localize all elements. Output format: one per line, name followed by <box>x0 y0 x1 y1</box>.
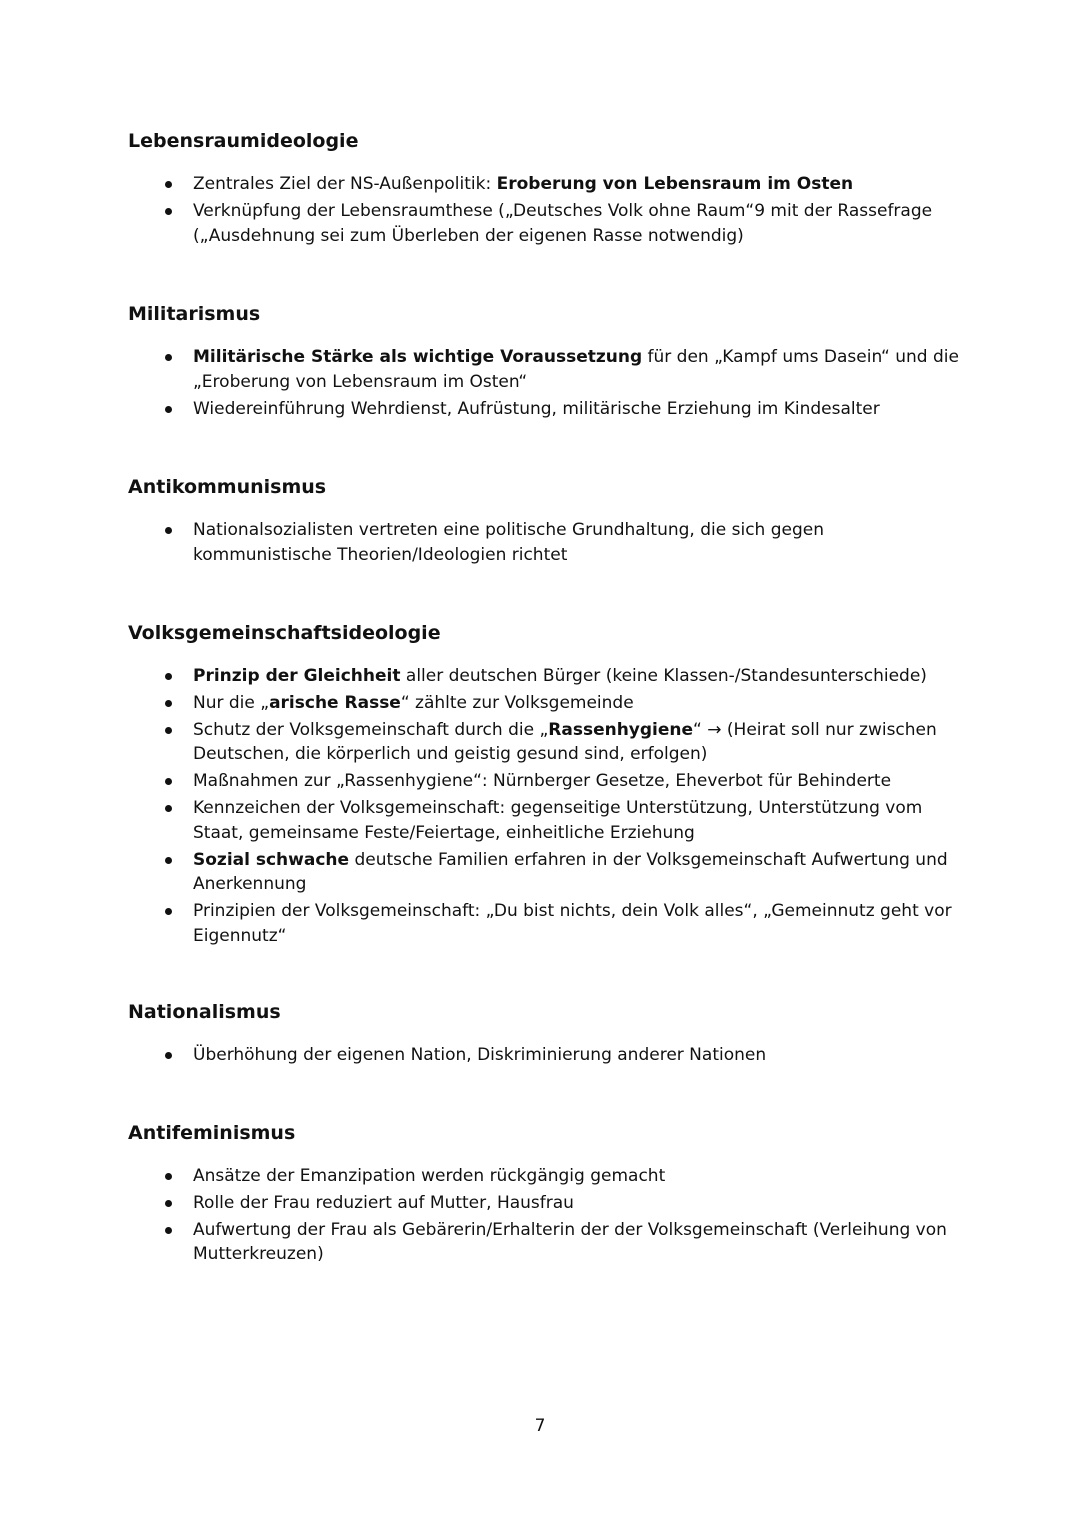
list-item <box>128 172 968 197</box>
bullet-list <box>128 1043 968 1068</box>
section-volksgemeinschaftsideologie <box>128 621 968 951</box>
bold-text: Prinzip der Gleichheit <box>193 666 401 686</box>
bullet-list <box>128 345 968 421</box>
text: Nur die „ <box>193 692 270 713</box>
section-heading: Lebensraumideologie <box>128 130 359 152</box>
section-antikommunismus <box>128 475 968 570</box>
list-item <box>128 664 968 689</box>
section-lebensraumideologie <box>128 129 968 250</box>
list-item <box>128 1218 968 1268</box>
section-heading: Nationalismus <box>128 1001 281 1023</box>
section-heading: Militarismus <box>128 303 261 325</box>
text: Schutz der Volksgemeinschaft durch die „ <box>193 719 549 740</box>
bold-text: Militärische Stärke als wichtige Voraussetzung <box>193 347 643 367</box>
list-item <box>128 397 968 422</box>
text: Zentrales Ziel der NS-Außenpolitik: <box>193 174 497 194</box>
section-nationalismus <box>128 1000 968 1070</box>
text: Prinzipien der Volksgemeinschaft: „Du bist nichts, dein Volk alles“, „Gemeinnutz geht vor Eigennutz“ <box>193 901 952 946</box>
bold-text: Sozial schwache <box>193 849 350 870</box>
text: Nationalsozialisten vertreten eine politische Grundhaltung, die sich gegen kommunistische Theorien/Ideologien richtet <box>193 520 824 565</box>
text: Maßnahmen zur „Rassenhygiene“: Nürnberger Gesetze, Eheverbot für Behinderte <box>193 771 892 792</box>
list-item <box>128 796 968 846</box>
list-item <box>128 199 968 249</box>
bold-text: Eroberung von Lebensraum im Osten <box>496 174 854 194</box>
text: “ → (Heirat soll nur zwischen Deutschen, die körperlich und geistig gesund sind, erfolgen) <box>193 719 937 765</box>
list-item <box>128 1191 968 1216</box>
bullet-list <box>128 518 968 568</box>
text: Rolle der Frau reduziert auf Mutter, Hausfrau <box>193 1192 574 1213</box>
list-item <box>128 345 968 395</box>
section-heading: Antifeminismus <box>128 1122 296 1144</box>
list-item <box>128 691 968 716</box>
page-number: 7 <box>534 1416 546 1436</box>
list-item <box>128 1164 968 1189</box>
bullet-list <box>128 172 968 248</box>
text: Kennzeichen der Volksgemeinschaft: gegenseitige Unterstützung, Unterstützung vom Staat, gemeinsame Feste/Feiertage, einheitliche Erziehung <box>193 797 923 843</box>
list-item <box>128 718 968 768</box>
section-heading: Antikommunismus <box>128 476 327 498</box>
text: für den „Kampf ums Dasein“ und die „Eroberung von Lebensraum im Osten“ <box>193 347 959 392</box>
list-item <box>128 518 968 568</box>
list-item <box>128 848 968 898</box>
text: “ zählte zur Volksgemeinde <box>400 692 634 713</box>
section-militarismus <box>128 302 968 423</box>
list-item <box>128 899 968 949</box>
text: Verknüpfung der Lebensraumthese („Deutsches Volk ohne Raum“9 mit der Rassefrage („Ausdehnung sei zum Überleben der eigenen Rasse notwendig) <box>193 200 933 246</box>
bullet-list <box>128 664 968 949</box>
section-antifeminismus <box>128 1121 968 1269</box>
text: Ansätze der Emanzipation werden rückgängig gemacht <box>193 1166 666 1186</box>
text: Wiedereinführung Wehrdienst, Aufrüstung, militärische Erziehung im Kindesalter <box>193 398 880 419</box>
list-item <box>128 1043 968 1068</box>
text: Aufwertung der Frau als Gebärerin/Erhalterin der der Volksgemeinschaft (Verleihung von Mutterkreuzen) <box>193 1219 947 1265</box>
text: Überhöhung der eigenen Nation, Diskriminierung anderer Nationen <box>193 1045 767 1065</box>
bold-text: arische Rasse <box>269 692 401 713</box>
bullet-list <box>128 1164 968 1267</box>
text: deutsche Familien erfahren in der Volksgemeinschaft Aufwertung und Anerkennung <box>193 849 948 895</box>
bold-text: Rassenhygiene <box>548 719 694 740</box>
text: aller deutschen Bürger (keine Klassen-/Standesunterschiede) <box>400 666 927 686</box>
list-item <box>128 769 968 794</box>
section-heading: Volksgemeinschaftsideologie <box>128 622 441 644</box>
